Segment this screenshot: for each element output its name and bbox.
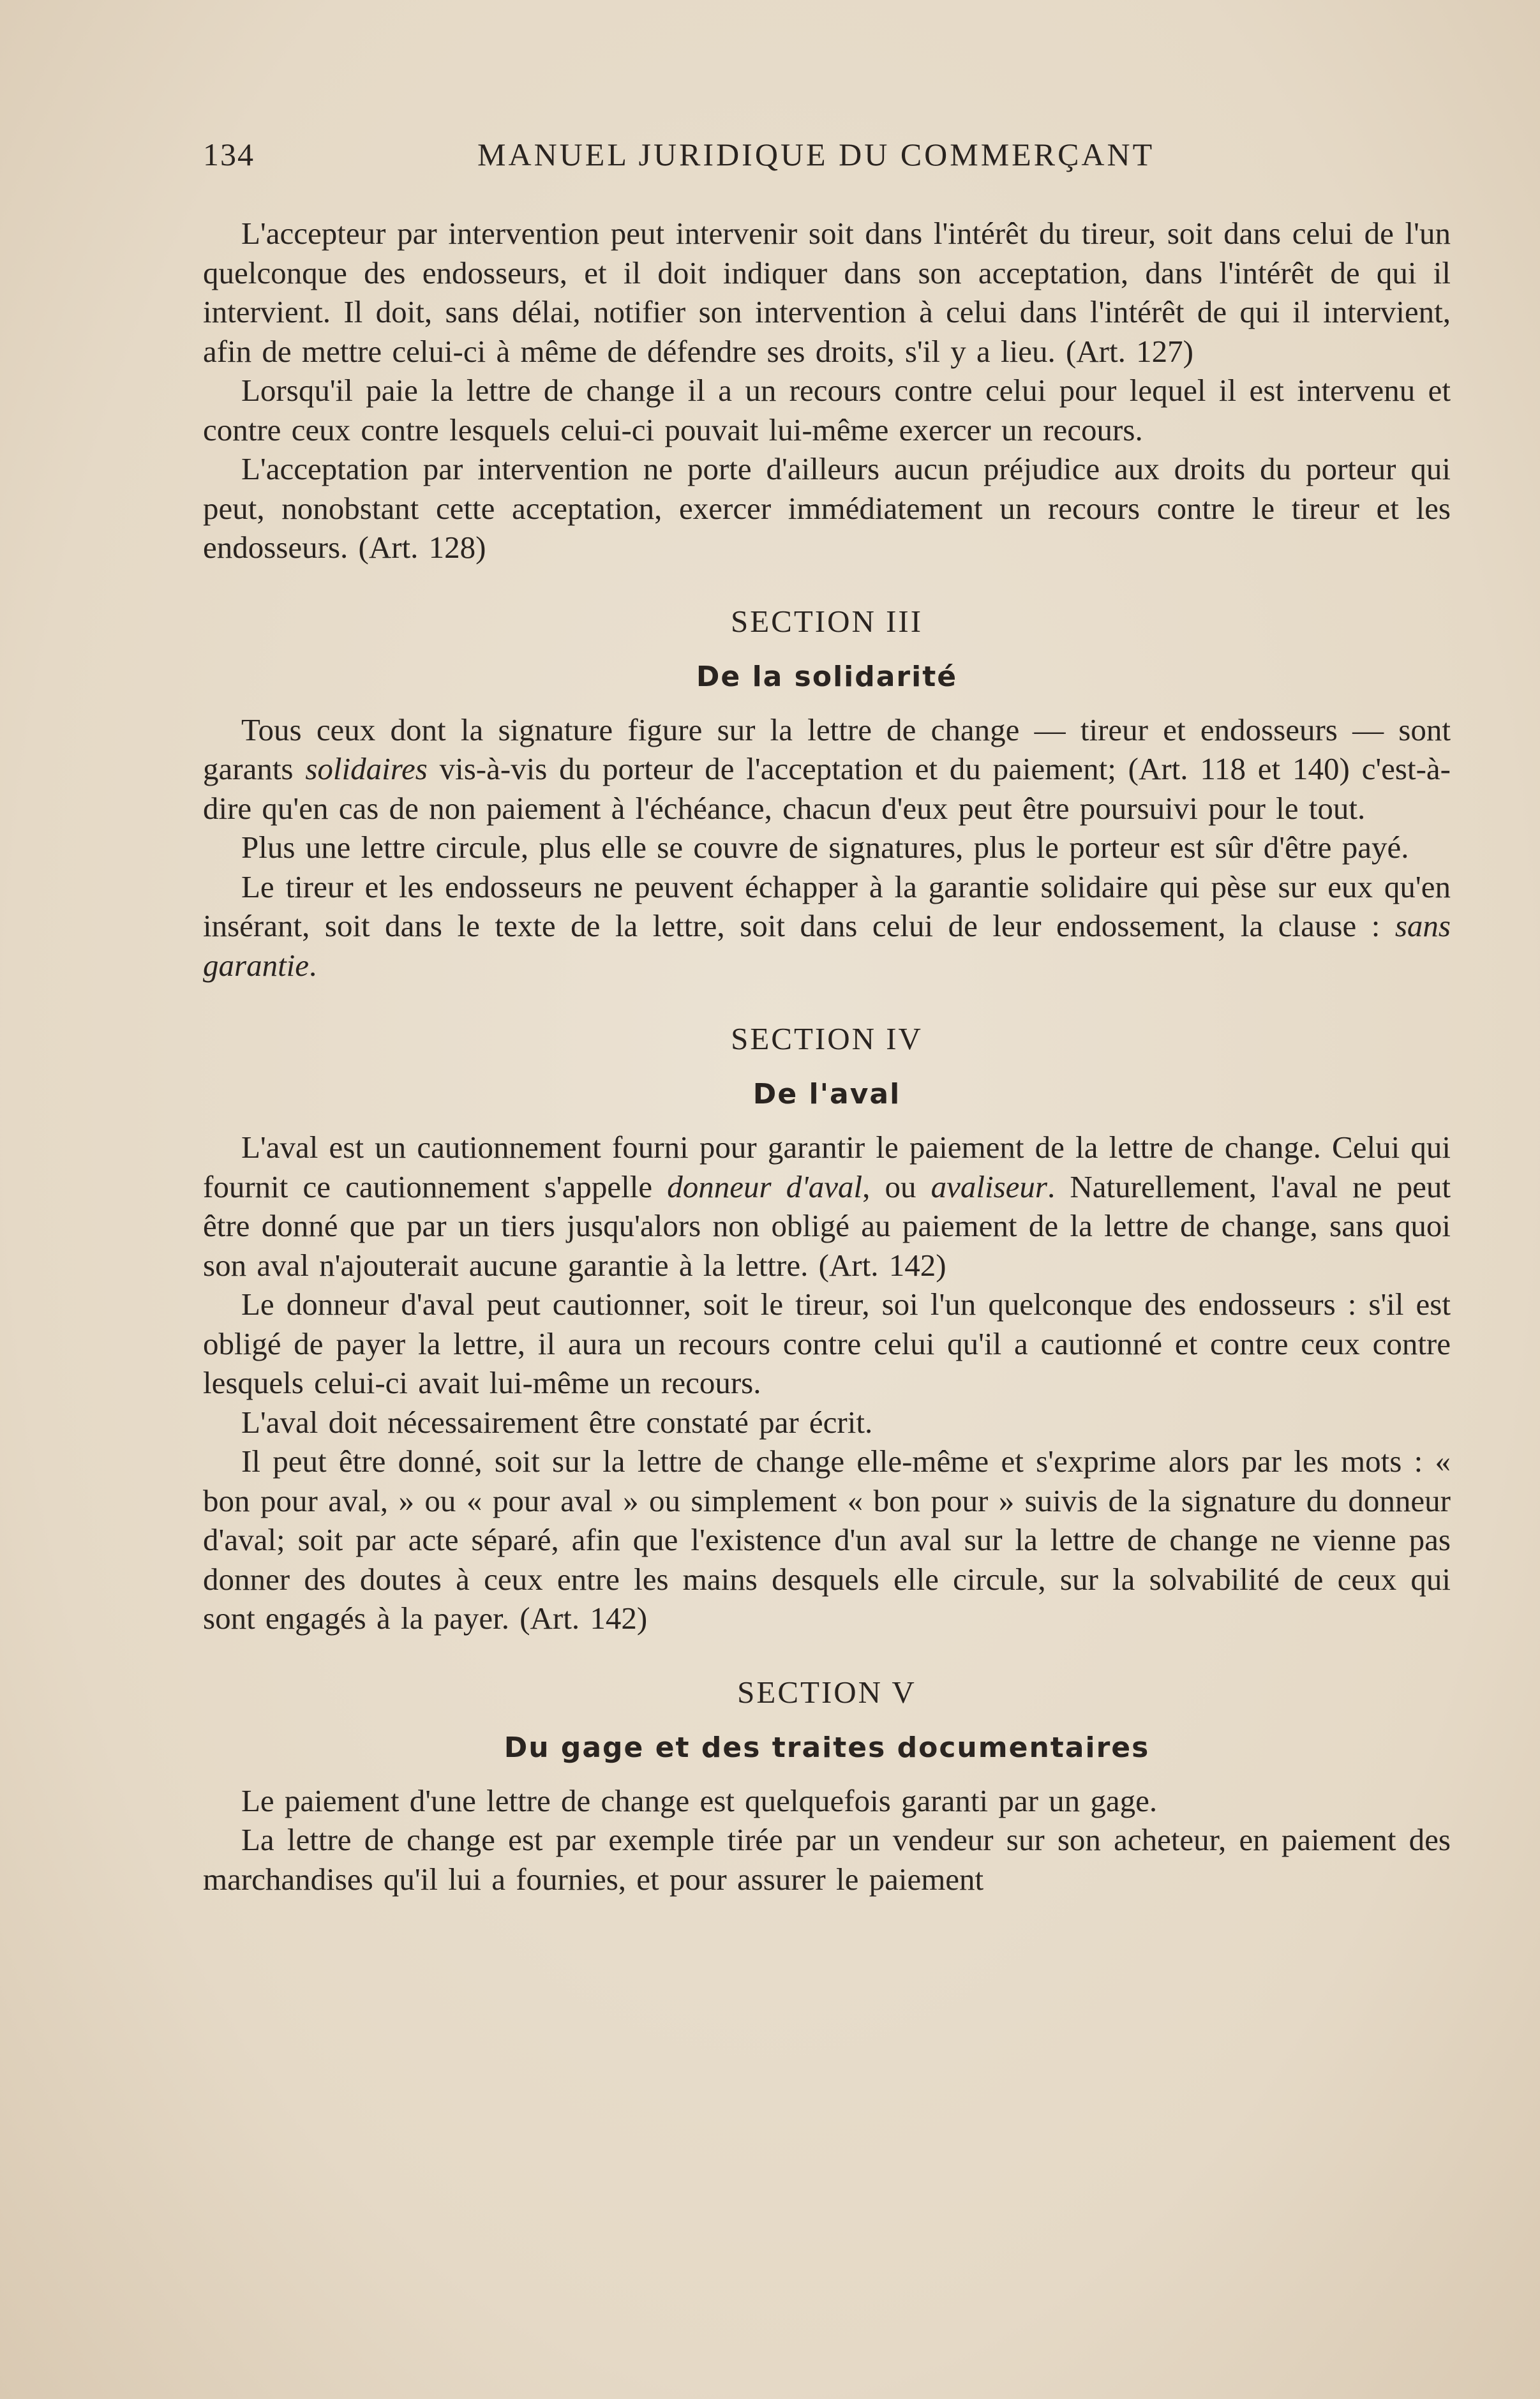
section-5-paragraph-2: La lettre de change est par exemple tirée par un vendeur sur son acheteur, en paiement des marchandises qu'il lui a fournies, et pour assurer le paiement xyxy=(203,1822,1451,1897)
section-5-paragraph-1: Le paiement d'une lettre de change est quelquefois garanti par un gage. xyxy=(241,1782,1158,1818)
section-4-paragraph-4: Il peut être donné, soit sur la lettre de change elle-même et s'exprime alors par les mots : « bon pour aval, » ou « pour aval » ou simplement « bon pour » suivis de la signature du donneur d'aval; soit par acte séparé, afin que l'existence d'un aval sur la lettre de change ne vienne pas donner des doutes à ceux entre les mains desquels elle circule, sur la solvabilité de ceux qui sont engagés à la payer. (Art. 142) xyxy=(203,1444,1451,1636)
page-body xyxy=(203,214,1451,1899)
section-5-subtitle: Du gage et des traites documentaires xyxy=(504,1731,1150,1764)
text-run: Le tireur et les endosseurs ne peuvent échapper à la garantie solidaire qui pèse sur eux qu'en insérant, soit dans le texte de la lettre, soit dans celui de leur endossement, la clause : xyxy=(203,869,1451,943)
intro-paragraph-1: L'accepteur par intervention peut intervenir soit dans l'intérêt du tireur, soit dans celui de l'un quelconque des endosseurs, et il doit indiquer dans son acceptation, dans l'intérêt de qui il intervient. Il doit, sans délai, notifier son intervention à celui dans l'intérêt de qui il intervient, afin de mettre celui-ci à même de défendre ses droits, s'il y a lieu. (Art. 127) xyxy=(203,216,1451,369)
section-3-title: SECTION III xyxy=(730,603,923,639)
intro-paragraph-2: Lorsqu'il paie la lettre de change il a un recours contre celui pour lequel il est intervenu et contre ceux contre lesquels celui-ci pouvait lui-même exercer un recours. xyxy=(203,373,1451,447)
italic-term: solidaires xyxy=(305,751,428,786)
text-run: . Naturellement, l'aval ne peut être donné que par un tiers jusqu'alors non obligé au paiement de la lettre de change, sans quoi son aval n'ajouterait aucune garantie à la lettre. (Art. 142) xyxy=(203,1169,1451,1283)
section-3-paragraph-3 xyxy=(203,867,1451,985)
section-4-paragraph-1 xyxy=(203,1128,1451,1285)
section-4-paragraph-2: Le donneur d'aval peut cautionner, soit le tireur, soi l'un quelconque des endosseurs : s'il est obligé de payer la lettre, il aura un recours contre celui qu'il a cautionné et contre ceux contre lesquels celui-ci avait lui-même un recours. xyxy=(203,1287,1451,1400)
italic-term: sans garantie xyxy=(203,908,1451,983)
text-run: vis-à-vis du porteur de l'acceptation et du paiement; (Art. 118 et 140) c'est-à-dire qu'en cas de non paiement à l'échéance, chacun d'eux peut être poursuivi pour le tout. xyxy=(203,751,1451,826)
page-header xyxy=(203,136,1435,187)
intro-paragraph-3: L'acceptation par intervention ne porte d'ailleurs aucun préjudice aux droits du porteur qui peut, nonobstant cette acceptation, exercer immédiatement un recours contre le tireur et les endosseurs. (Art. 128) xyxy=(203,451,1451,565)
section-3-subtitle: De la solidarité xyxy=(696,660,958,693)
section-4-subtitle: De l'aval xyxy=(752,1078,901,1110)
section-3-paragraph-2: Plus une lettre circule, plus elle se couvre de signatures, plus le porteur est sûr d'être payé. xyxy=(241,830,1409,865)
text-run: , ou xyxy=(862,1169,931,1204)
running-title: MANUEL JURIDIQUE DU COMMERÇANT xyxy=(477,137,1155,172)
italic-term: avaliseur xyxy=(931,1169,1047,1204)
text-run: L'aval est un cautionnement fourni pour garantir le paiement de la lettre de change. Celui qui fournit ce cautionnement s'appelle xyxy=(203,1130,1451,1204)
section-3-paragraph-1 xyxy=(203,710,1451,828)
section-5-title: SECTION V xyxy=(737,1674,916,1710)
section-4-paragraph-3: L'aval doit nécessairement être constaté par écrit. xyxy=(241,1404,873,1440)
text-run: Tous ceux dont la signature figure sur la lettre de change — tireur et endosseurs — sont garants xyxy=(203,712,1451,786)
page-number: 134 xyxy=(203,137,255,172)
italic-term: donneur d'aval xyxy=(667,1169,863,1204)
text-run: . xyxy=(309,947,317,983)
section-4-title: SECTION IV xyxy=(731,1021,923,1056)
